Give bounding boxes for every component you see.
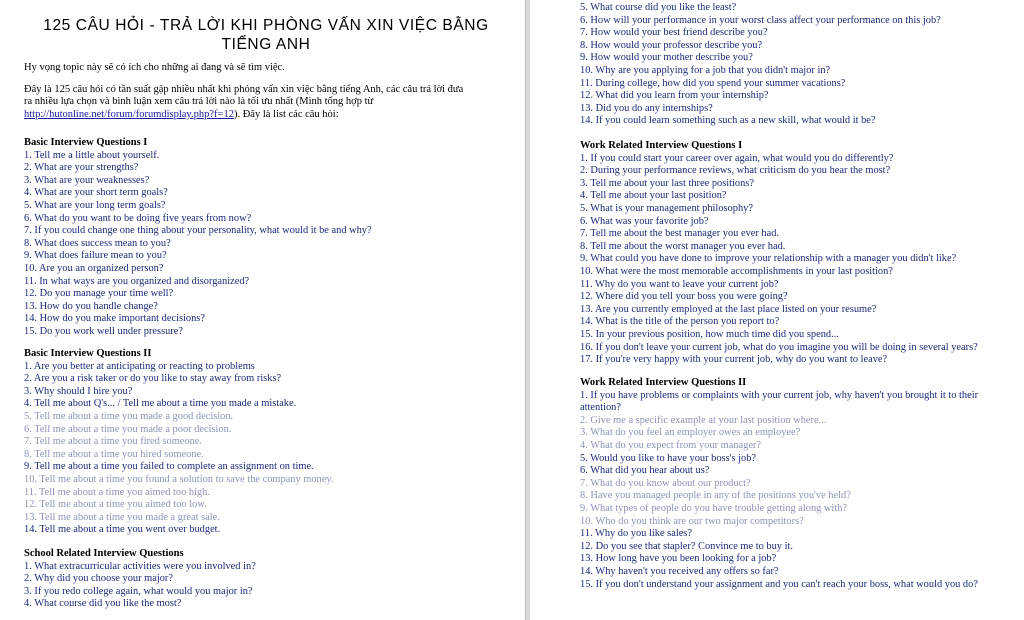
document-page-right [530,0,1024,620]
question-item: 11. Why do you want to leave your current job? [580,278,779,290]
question-item: 15. Do you work well under pressure? [24,325,183,337]
question-item: 1. If you could start your career over again, what would you do differently? [580,152,894,164]
question-item: 7. What do you know about our product? [580,477,751,489]
question-item: 8. Tell me about a time you hired someone. [24,448,204,460]
question-item: 4. What are your short term goals? [24,187,168,199]
question-item: 8. Have you managed people in any of the positions you've held? [580,490,851,502]
question-item: 13. Did you do any internships? [580,102,713,114]
document-title: 125 CÂU HỎI - TRẢ LỜI KHI PHÒNG VẤN XIN VIỆC BẰNG TIẾNG ANH [43,17,489,53]
section-title: Basic Interview Questions II [24,348,152,359]
question-item: 4. What do you expect from your manager? [580,439,762,451]
question-item: 12. Do you manage your time well? [24,288,174,300]
question-item: 3. If you redo college again, what would you major in? [24,585,253,597]
question-item: 4. Tell me about Q's... / Tell me about a time you made a mistake. [24,398,297,410]
question-item: 3. What are your weaknesses? [24,174,150,186]
intro-text-before-link: Đây là 125 câu hỏi có tần suất gặp nhiều nhất khi phỏng vấn xin việc bằng tiếng Anh, các câu trả lời đưa ra nhiều lựa chọn và bình luận xem câu trả lời nào là tối ưu nhất (Mình tổng hợp từ [24,84,464,108]
question-item: 9. What could you have done to improve your relationship with a manager you didn't like? [580,253,957,265]
question-item: 13. Are you currently employed at the last place listed on your resume? [580,303,877,315]
question-item: 11. During college, how did you spend your summer vacations? [580,77,846,89]
question-item: 1. What extracurricular activities were you involved in? [24,560,256,572]
intro-paragraph-2 [24,84,469,121]
question-item: 6. Tell me about a time you made a poor decision. [24,423,232,435]
question-item: 9. Tell me about a time you failed to complete an assignment on time. [24,461,314,473]
question-item: 9. What types of people do you have trouble getting along with? [580,502,848,514]
question-item: 11. Why do you like sales? [580,528,692,540]
question-item: 7. Tell me about a time you fired someone. [24,436,202,448]
question-item: 5. Would you like to have your boss's job? [580,452,757,464]
question-item: 12. Where did you tell your boss you were going? [580,291,788,303]
question-item: 13. How do you handle change? [24,300,158,312]
question-item: 6. What was your favorite job? [580,215,709,227]
intro-paragraph-1: Hy vọng topic này sẽ có ích cho những ai đang và sẽ tìm việc. [24,62,285,73]
section-school-related-interview-questions [24,548,514,611]
question-item: 6. What do you want to be doing five years from now? [24,212,252,224]
question-item: 12. Do you see that stapler? Convince me to buy it. [580,540,793,552]
question-item: 14. Tell me about a time you went over budget. [24,524,221,536]
question-item: 4. What course did you like the most? [24,598,182,610]
question-item: 7. Tell me about the best manager you ever had. [580,228,780,240]
question-item: 8. How would your professor describe you? [580,39,763,51]
question-item: 14. What is the title of the person you report to? [580,316,780,328]
section-title: Basic Interview Questions I [24,137,148,148]
question-item: 5. Tell me about a time you made a good decision. [24,410,234,422]
section-title: School Related Interview Questions [24,548,184,559]
question-item: 1. Are you better at anticipating or reacting to problems [24,360,255,372]
question-item: 13. Tell me about a time you made a great sale. [24,511,220,523]
question-item: 4. Tell me about your last position? [580,190,727,202]
question-item: 5. What is your management philosophy? [580,202,753,214]
question-item: 8. What does success mean to you? [24,237,171,249]
intro-text-after-link: ). Đây là list các câu hỏi: [233,108,339,120]
section-work-related-interview-questions-1 [580,140,1020,367]
question-item: 12. Tell me about a time you aimed too low. [24,499,207,511]
question-item: 14. How do you make important decisions? [24,313,205,325]
question-item: 1. If you have problems or complaints with your current job, why haven't you brought it to their attention? [580,389,979,414]
section-title: Work Related Interview Questions II [580,377,747,388]
question-item: 14. If you could learn something such as a new skill, what would it be? [580,115,876,127]
section-school-related-continued [580,2,1020,128]
source-forum-link[interactable]: http://hutonline.net/forum/forumdisplay.php?f=12 [24,108,234,120]
question-item: 8. Tell me about the worst manager you ever had. [580,240,786,252]
question-item: 12. What did you learn from your internship? [580,90,769,102]
question-item: 5. What are your long term goals? [24,199,166,211]
question-item: 3. Why should I hire you? [24,385,133,397]
question-item: 7. How would your best friend describe you? [580,27,768,39]
question-item: 15. If you don't understand your assignment and you can't reach your boss, what would you do? [580,578,978,590]
section-title: Work Related Interview Questions I [580,140,743,151]
question-item: 3. What do you feel an employer owes an employee? [580,427,801,439]
question-item: 10. Who do you think are our two major competitors? [580,515,804,527]
question-item: 6. How will your performance in your worst class affect your performance on this job? [580,14,941,26]
question-item: 9. How would your mother describe you? [580,52,753,64]
question-item: 11. In what ways are you organized and disorganized? [24,275,250,287]
section-basic-interview-questions-2 [24,348,514,537]
question-item: 17. If you're very happy with your current job, why do you want to leave? [580,354,888,366]
question-item: 10. Are you an organized person? [24,262,164,274]
question-item: 5. What course did you like the least? [580,2,737,13]
question-item: 2. Why did you choose your major? [24,573,173,585]
question-item: 10. Tell me about a time you found a solution to save the company money. [24,473,334,485]
question-item: 9. What does failure mean to you? [24,250,167,262]
question-item: 15. In your previous position, how much time did you spend... [580,328,839,340]
question-item: 10. Why are you applying for a job that you didn't major in? [580,64,831,76]
section-work-related-interview-questions-2 [580,377,1020,591]
question-item: 11. Tell me about a time you aimed too high. [24,486,210,498]
question-item: 2. What are your strengths? [24,162,139,174]
question-item: 7. If you could change one thing about your personality, what would it be and why? [24,225,372,237]
question-item: 13. How long have you been looking for a job? [580,553,777,565]
question-item: 6. What did you hear about us? [580,465,710,477]
question-item: 10. What were the most memorable accomplishments in your last position? [580,265,893,277]
question-item: 2. During your performance reviews, what criticism do you hear the most? [580,165,891,177]
question-item: 14. Why haven't you received any offers so far? [580,565,779,577]
question-item: 1. Tell me a little about yourself. [24,149,160,161]
question-item: 2. Give me a specific example at your last position where... [580,414,827,426]
question-item: 2. Are you a risk taker or do you like to stay away from risks? [24,373,282,385]
question-item: 16. If you don't leave your current job, what do you imagine you will be doing in several years? [580,341,978,353]
section-basic-interview-questions-1 [24,137,514,339]
question-item: 3. Tell me about your last three positions? [580,177,754,189]
